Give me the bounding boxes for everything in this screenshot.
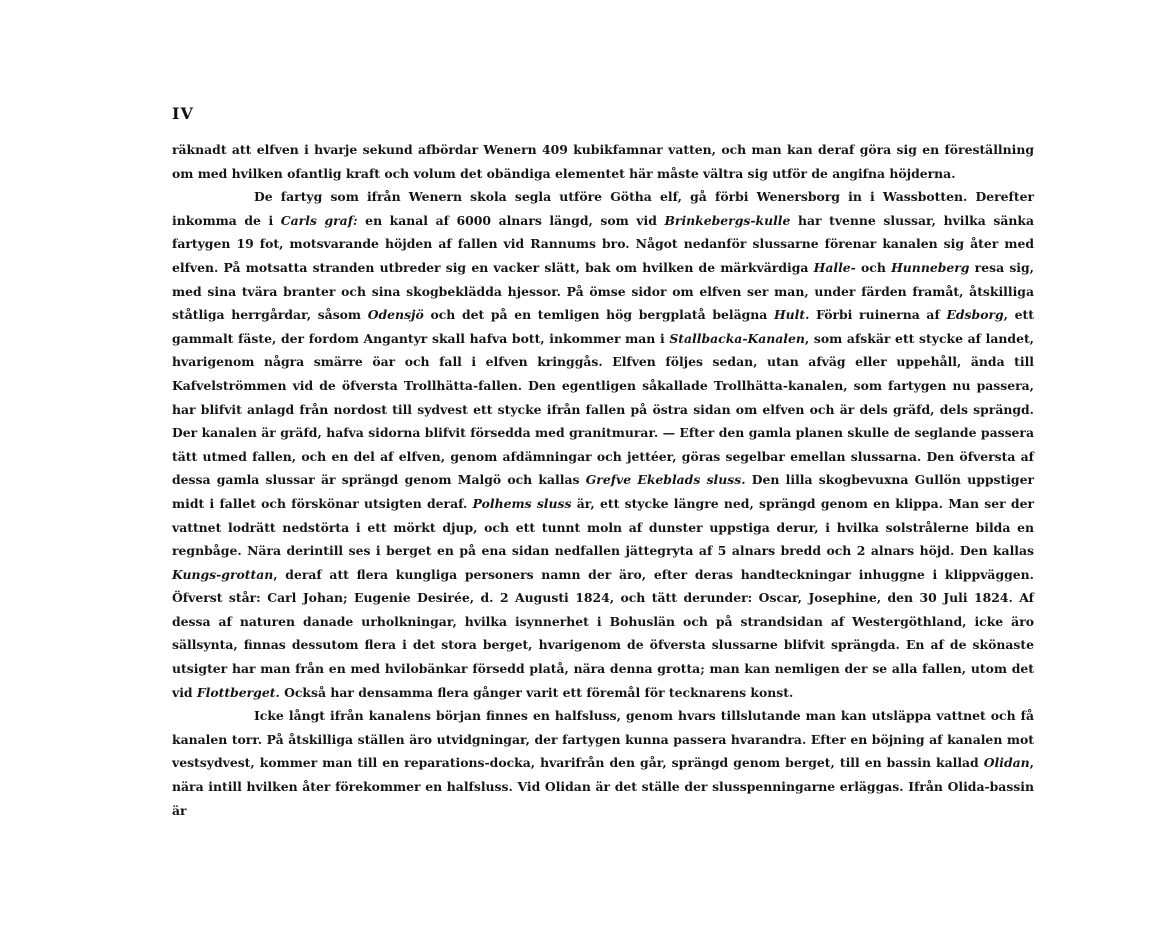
text-run: De fartyg som ifrån Wenern skola segla utföre Götha elf, gå förbi Wenersborg in i Wassbotten. Derefter inkomma de i	[172, 189, 1034, 228]
italic-name: Stallbacka-Kanalen	[669, 330, 805, 346]
italic-name: Edsborg	[946, 307, 1004, 323]
italic-name: Brinkebergs-kulle	[664, 212, 791, 228]
text-run: är, ett stycke längre ned, sprängd genom en klippa. Man ser der vattnet lodrätt nedstörta i ett mörkt djup, och ett tunnt moln af dunster uppstiga derur, i hvilka solstrålerne bilda en regnbåge. Nära derintill ses i berget en på ena sidan nedfallen jättegryta af 5 alnars bredd och 2 alnars höjd. Den kallas	[172, 495, 1034, 559]
italic-name: Polhems sluss	[472, 495, 572, 511]
text-run: resa sig, med sina tvära branter och sina skogbeklädda hjessor. På ömse sidor om elfven ser man, under färden framåt, åtskilliga ståtliga herrgårdar, såsom	[172, 259, 1034, 323]
text-run: , som afskär ett stycke af landet, hvarigenom några smärre öar och fall i elfven kringgås. Elfven följes sedan, utan afväg eller uppehåll, ända till Kafvelströmmen vid de öfversta Trollhätta-fallen. Den egentligen såkallade Trollhätta-kanalen, som fartygen nu passera, har blifvit anlagd från nordost till sydvest ett stycke ifrån fallen på östra sidan om elfven och är dels gräfd, dels sprängd. Der kanalen är gräfd, hafva sidorna blifvit försedda med granitmurar. — Efter den gamla planen skulle de seglande passera tätt utmed fallen, och en del af elfven, genom afdämningar och jettéer, göras segelbar emellan slussarna. Den öfversta af dessa gamla slussar är sprängd genom Malgö och kallas	[172, 330, 1034, 488]
text-run: har tvenne slussar, hvilka sänka fartygen 19 fot, motsvarande höjden af fallen vid Rannums bro. Något nedanför slussarne förenar kanalen sig åter med elfven. På motsatta stranden utbreder sig en vacker slätt, bak om hvilken de märkvärdiga	[172, 212, 1034, 275]
paragraph	[172, 704, 1034, 822]
text-run: Den lilla skogbevuxna Gullön uppstiger midt i fallet och förskönar utsigten deraf.	[172, 472, 1035, 511]
paragraph	[172, 138, 1034, 185]
italic-name: Odensjö	[367, 307, 424, 323]
paragraph	[172, 185, 1034, 704]
italic-name: Carls graf:	[280, 212, 358, 228]
text-run: en kanal af 6000 alnars längd, som vid	[357, 212, 665, 228]
italic-name: Halle-	[813, 259, 856, 275]
italic-name: Kungs-grottan	[172, 566, 274, 582]
italic-name: Hunneberg	[891, 259, 970, 275]
text-run: , deraf att flera kungliga personers namn der äro, efter deras handteckningar inhuggne i klippväggen. Öfverst står: Carl Johan; Eugenie Desirée, d. 2 Augusti 1824, och tätt derunder: Oscar, Josephine, den 30 Juli 1824. Af dessa af naturen danade urholkningar, hvilka isynnerhet i Bohuslän och på strandsidan af Westergöthland, icke äro sällsynta, finnas dessutom flera i det stora berget, hvarigenom de öfversta slussarne blifvit sprängda. En af de skönaste utsigter har man från en med hvilobänkar försedd platå, nära denna grotta; man kan nemligen der se alla fallen, utom det vid	[172, 566, 1034, 700]
italic-name: Flottberget.	[196, 684, 280, 700]
text-run: Icke långt ifrån kanalens början finnes en halfsluss, genom hvars tillslutande man kan utsläppa vattnet och få kanalen torr. På åtskilliga ställen äro utvidgningar, der fartygen kunna passera hvarandra. Efter en böjning af kanalen mot vestsydvest, kommer man till en reparations-docka, hvarifrån den går, sprängd genom berget, till en bassin kallad	[172, 708, 1034, 771]
text-run: och det på en temligen hög bergplatå belägna	[423, 307, 774, 323]
italic-name: Hult.	[773, 307, 810, 323]
text-run: räknadt att elfven i hvarje sekund afbördar Wenern 409 kubikfamnar vatten, och man kan deraf göra sig en föreställning om med hvilken ofantlig kraft och volum det obändiga elementet här måste vältra sig utför de angifna höjderna.	[172, 142, 1034, 181]
page-number: IV	[172, 104, 194, 123]
text-run: och	[855, 259, 892, 275]
text-run: , ett gammalt fäste, der fordom Angantyr skall hafva bott, inkommer man i	[172, 307, 1034, 346]
italic-name: Grefve Ekeblads sluss.	[585, 472, 746, 488]
text-run: , nära intill hvilken åter förekommer en halfsluss. Vid Olidan är det ställe der slusspenningarne erläggas. Ifrån Olida-bassin är	[172, 755, 1034, 818]
text-run: Förbi ruinerna af	[809, 307, 947, 323]
italic-name: Olidan	[983, 755, 1030, 771]
body-text	[172, 138, 1034, 822]
text-run: Också har densamma flera gånger varit ett föremål för tecknarens konst.	[279, 684, 794, 700]
